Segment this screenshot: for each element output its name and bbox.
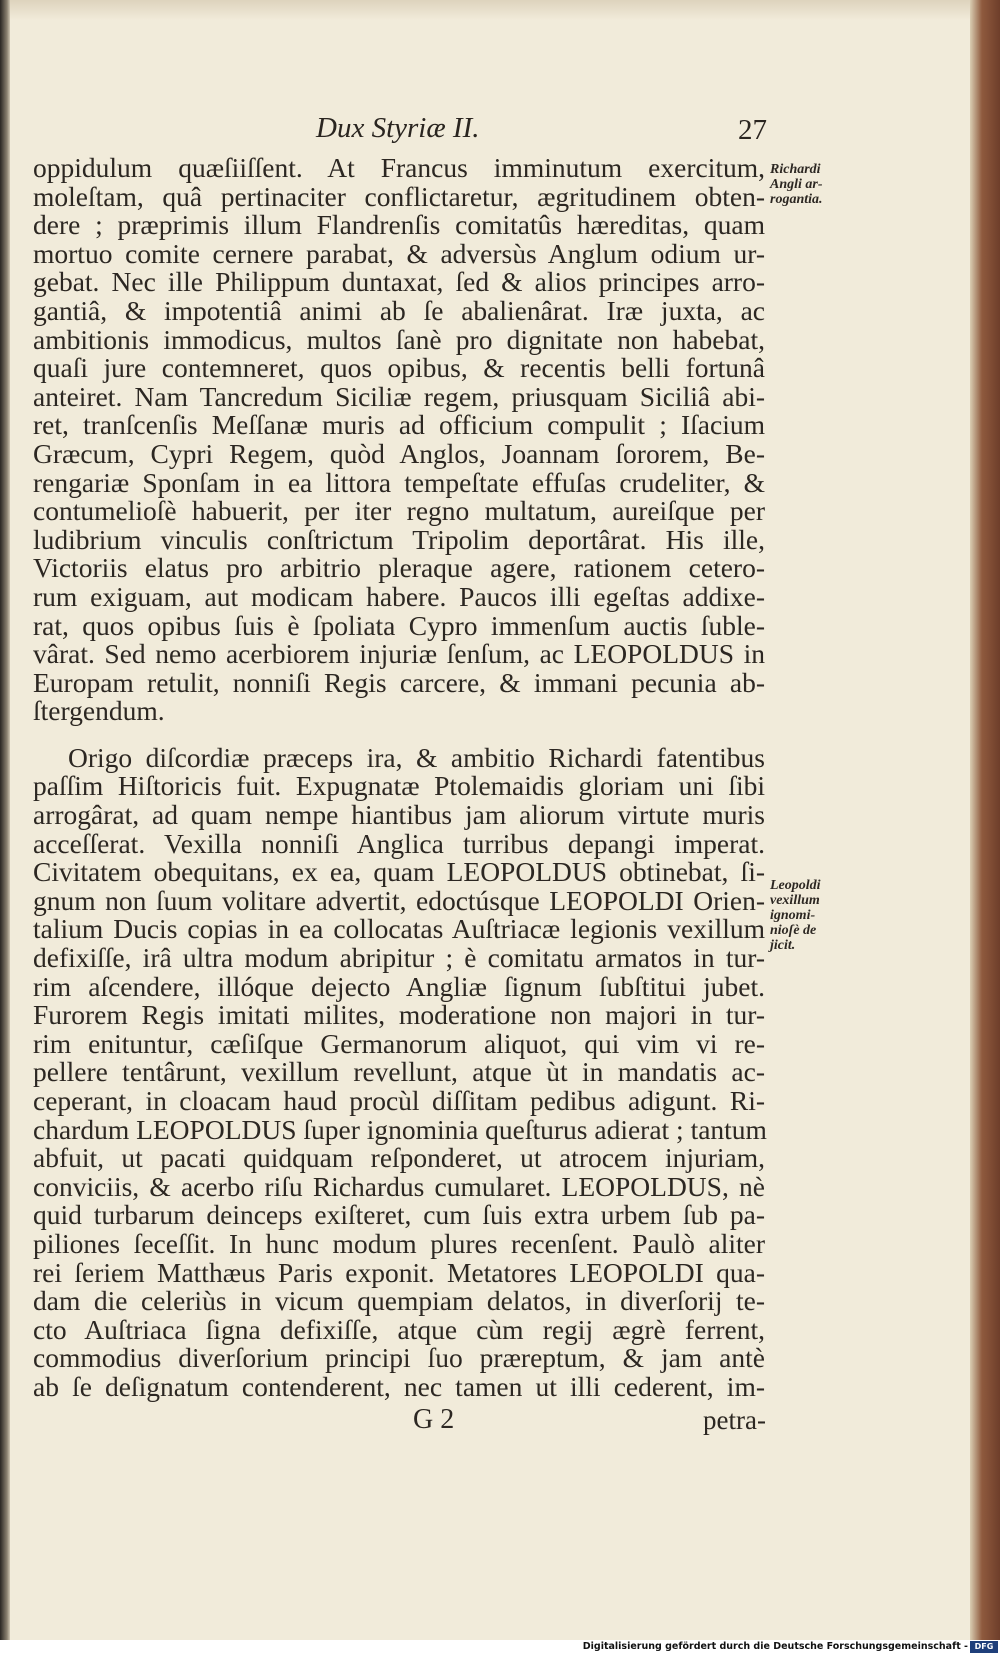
book-cover-edge [970,0,1000,1640]
text-line: commodius diverſorium principi ſuo præreptum, & jam antè [33,1342,765,1374]
text-line: ab ſe deſignatum contenderent, nec tamen ut illi cederent, im- [33,1370,765,1402]
text-line: moleſtam, quâ pertinaciter conflictaretur, ægritudinem obten- [33,180,765,212]
text-line: gebat. Nec ille Philippum duntaxat, ſed & alios principes arro- [33,266,765,298]
text-line: ſtergendum. [33,695,165,727]
text-line: ceperant, in cloacam haud procùl diſſitam pedibus adigunt. Ri- [33,1085,765,1116]
margin-note-leopoldi [770,878,870,953]
text-line: defixiſſe, irâ ultra modum abripitur ; è comitatu armatos in tur- [33,942,765,974]
text-line: talium Ducis copias in ea collocatas Auſtriacæ legionis vexillum [33,913,765,945]
text-line: vârat. Sed nemo acerbiorem injuriæ ſenſum, ac LEOPOLDUS in [33,638,765,670]
text-line: dere ; præprimis illum Flandrenſis comitatûs hæreditas, quam [33,209,765,241]
dfg-logo: DFG [970,1641,998,1653]
margin-note-line: ignomi- [770,908,816,923]
text-line: Europam retulit, nonniſi Regis carcere, & immani pecunia ab- [33,666,765,698]
margin-note-line: Richardi [770,162,821,177]
text-line: acceſſerat. Vexilla nonniſi Anglica turribus depangi imperat. [33,827,765,859]
main-text-block [33,154,765,1402]
text-line: contumelioſè habuerit, per iter regno multatum, aureiſque per [33,495,765,527]
text-line: rei ſeriem Matthæus Paris exponit. Metatores LEOPOLDI qua- [33,1256,765,1288]
running-title: Dux Styriæ II. [316,112,480,144]
text-line: arrogârat, ad quam nempe hiantibus jam aliorum virtute muris [33,799,765,831]
funding-credit: Digitalisierung gefördert durch die Deutsche Forschungsgemeinschaft - [582,1641,968,1652]
margin-note-line: jicit. [770,938,796,953]
text-line: ret, tranſcenſis Meſſanæ muris ad officium compulit ; Iſacium [33,409,765,441]
margin-note-richardi [770,162,870,207]
margin-note-line: Leopoldi [770,878,821,893]
text-line: rim aſcendere, illóque dejecto Angliæ ſignum ſubſtitui jubet. [33,970,765,1002]
text-line: gantiâ, & impotentiâ animi ab ſe abalienârat. Iræ juxta, ac [33,294,765,326]
text-line: rim enituntur, cæſiſque Germanorum aliquot, qui vim vi re- [33,1027,765,1059]
text-line: Græcum, Cypri Regem, quòd Anglos, Joannam ſororem, Be- [33,437,765,469]
margin-note-line: nioſè de [770,923,817,938]
text-line: rat, quos opibus ſuis è ſpoliata Cypro immenſum auctis ſuble- [33,609,765,641]
margin-note-line: Angli ar- [770,177,823,192]
text-line: paſſim Hiſtoricis fuit. Expugnatæ Ptolemaidis gloriam uni ſibi [33,770,765,802]
text-line: mortuo comite cernere parabat, & adversùs Anglum odium ur- [33,237,765,269]
text-line: chardum LEOPOLDUS ſuper ignominia queſturus adierat ; tantum [33,1113,767,1145]
text-line: Civitatem obequitans, ex ea, quam LEOPOLDUS obtinebat, ſi- [33,856,765,888]
text-line: gnum non ſuum volitare advertit, edoctúsque LEOPOLDI Orien- [33,884,765,916]
text-line: rengariæ Sponſam in ea littora tempeſtate effuſas crudeliter, & [33,466,765,498]
margin-note-line: rogantia. [770,192,823,207]
text-line: piliones ſeceſſit. In hunc modum plures recenſent. Paulò aliter [33,1227,765,1259]
text-line: ambitionis immodicus, multos ſanè pro dignitate non habebat, [33,323,765,355]
page-number: 27 [738,114,767,146]
signature-mark: G 2 [413,1404,455,1435]
text-line: abfuit, ut pacati quidquam reſponderet, ut atrocem injuriam, [33,1142,765,1174]
text-line: Victoriis elatus pro arbitrio pleraque agere, rationem cetero- [33,552,765,584]
paragraph-2 [33,741,767,1402]
text-line: pellere tentârunt, vexillum revellunt, atque ùt in mandatis ac- [33,1056,765,1088]
text-line: conviciis, & acerbo riſu Richardus cumularet. LEOPOLDUS, nè [33,1170,765,1202]
text-line: ludibrium vinculis conſtrictum Tripolim deportârat. His ille, [33,523,765,555]
text-line: cto Auſtriaca ſigna defixiſſe, atque cùm regij ægrè ferrent, [33,1313,765,1345]
text-line: quid turbarum deinceps exiſteret, cum ſuis extra urbem ſub pa- [33,1199,765,1231]
text-line: Origo diſcordiæ præceps ira, & ambitio Richardi fatentibus [68,741,765,773]
text-line: anteiret. Nam Tancredum Siciliæ regem, priusquam Siciliâ abi- [33,380,765,412]
text-line: dam die celeriùs in vicum quempiam delatos, in diverſorij te- [33,1285,765,1317]
text-line: rum exiguam, aut modicam habere. Paucos illi egeſtas addixe- [33,580,765,612]
book-gutter-edge [0,0,10,1655]
margin-note-line: vexillum [770,893,820,908]
text-line: Furorem Regis imitati milites, moderatione non majori in tur- [33,999,765,1031]
catchword: petra- [703,1405,766,1435]
page-top-shadow [10,0,970,20]
text-line: quaſi jure contemneret, quos opibus, & recentis belli fortunâ [33,352,765,384]
paragraph-1 [33,154,765,726]
text-line: oppidulum quæſiiſſent. At Francus imminutum exercitum, [33,152,765,183]
